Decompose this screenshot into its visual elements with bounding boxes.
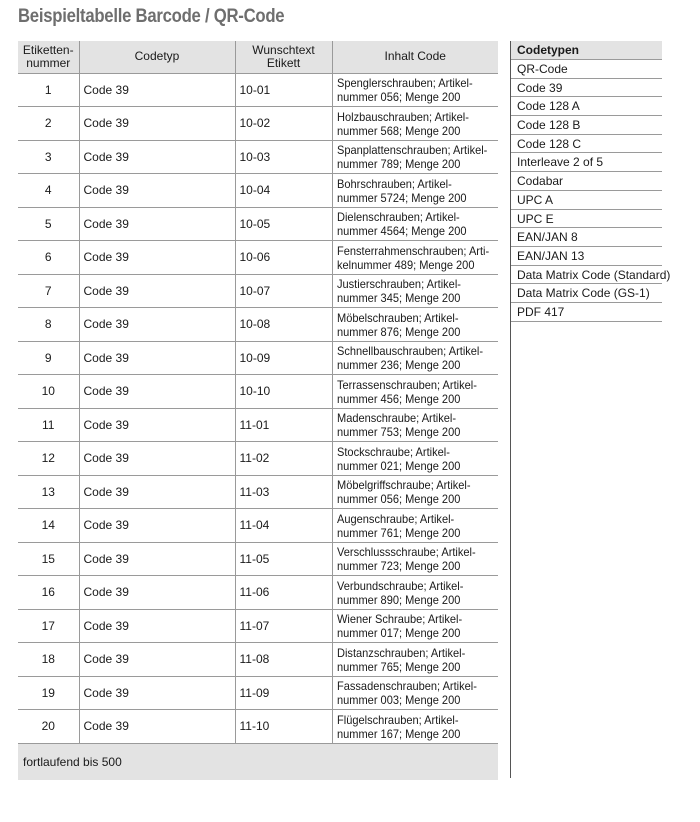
- inhalt-code-line-2: nummer 4564; Menge 200: [336, 224, 467, 239]
- inhalt-code-line-1: Möbelschrauben; Artikel-: [336, 310, 459, 325]
- inhalt-code-line-2: nummer 021; Menge 200: [336, 458, 460, 473]
- codetyp-list-item: Data Matrix Code (Standard): [511, 266, 662, 285]
- inhalt-code-line-1: Schnellbauschrauben; Artikel-: [336, 344, 483, 359]
- codetypen-list: [510, 41, 671, 778]
- inhalt-code-line-1: Madenschraube; Artikel-: [336, 411, 456, 426]
- inhalt-code-line-1: Fassadenschrauben; Artikel-: [336, 679, 477, 694]
- etikettennummer-cell: 15: [18, 542, 79, 576]
- etikettennummer-cell: 9: [18, 341, 79, 375]
- codetyp-cell: Code 39: [79, 274, 235, 308]
- inhalt-code-cell: [332, 341, 498, 375]
- codetyp-cell: Code 39: [79, 509, 235, 543]
- inhalt-code-line-1: Distanzschrauben; Artikel-: [336, 645, 465, 660]
- inhalt-code-line-2: nummer 890; Menge 200: [336, 592, 460, 607]
- wunschtext-cell: 10-07: [235, 274, 332, 308]
- table-row: [18, 73, 498, 107]
- barcode-example-table: [18, 41, 498, 780]
- etikettennummer-cell: 7: [18, 274, 79, 308]
- inhalt-code-line-2: nummer 568; Menge 200: [336, 123, 460, 138]
- etikettennummer-cell: 5: [18, 207, 79, 241]
- inhalt-code-line-1: Fensterrahmenschrauben; Arti-: [336, 243, 489, 258]
- codetyp-cell: Code 39: [79, 643, 235, 677]
- codetyp-list-item: Code 128 C: [511, 135, 662, 154]
- footer-note: fortlaufend bis 500: [18, 743, 498, 780]
- inhalt-code-cell: [332, 609, 498, 643]
- codetyp-cell: Code 39: [79, 207, 235, 241]
- table-row: [18, 710, 498, 744]
- inhalt-code-cell: [332, 375, 498, 409]
- inhalt-code-line-2: nummer 753; Menge 200: [336, 425, 460, 440]
- codetyp-cell: Code 39: [79, 710, 235, 744]
- etikettennummer-cell: 13: [18, 475, 79, 509]
- codetyp-list-item: Codabar: [511, 172, 662, 191]
- codetyp-cell: Code 39: [79, 442, 235, 476]
- inhalt-code-line-2: nummer 765; Menge 200: [336, 659, 460, 674]
- inhalt-code-line-1: Terrassenschrauben; Artikel-: [336, 377, 477, 392]
- wunschtext-cell: 11-01: [235, 408, 332, 442]
- table-row: [18, 241, 498, 275]
- codetyp-list-item: Data Matrix Code (GS-1): [511, 284, 662, 303]
- codetyp-cell: Code 39: [79, 375, 235, 409]
- codetyp-cell: Code 39: [79, 609, 235, 643]
- header-inhalt-code: Inhalt Code: [332, 41, 498, 73]
- codetyp-list-item: QR-Code: [511, 60, 662, 79]
- table-row: [18, 609, 498, 643]
- etikettennummer-cell: 3: [18, 140, 79, 174]
- inhalt-code-cell: [332, 676, 498, 710]
- etikettennummer-cell: 8: [18, 308, 79, 342]
- etikettennummer-cell: 10: [18, 375, 79, 409]
- table-header-row: [18, 41, 498, 73]
- table-row: [18, 107, 498, 141]
- inhalt-code-line-1: Verschlussschraube; Artikel-: [336, 545, 476, 560]
- etikettennummer-cell: 12: [18, 442, 79, 476]
- inhalt-code-line-2: kelnummer 489; Menge 200: [336, 257, 474, 272]
- codetypen-header: Codetypen: [511, 41, 662, 60]
- inhalt-code-cell: [332, 107, 498, 141]
- table-row: [18, 442, 498, 476]
- inhalt-code-line-1: Dielenschrauben; Artikel-: [336, 210, 460, 225]
- codetyp-cell: Code 39: [79, 73, 235, 107]
- table-row: [18, 676, 498, 710]
- inhalt-code-line-1: Bohrschrauben; Artikel-: [336, 176, 452, 191]
- etikettennummer-cell: 4: [18, 174, 79, 208]
- inhalt-code-line-1: Verbundschraube; Artikel-: [336, 578, 463, 593]
- inhalt-code-cell: [332, 710, 498, 744]
- wunschtext-cell: 11-02: [235, 442, 332, 476]
- inhalt-code-line-2: nummer 056; Menge 200: [336, 90, 460, 105]
- inhalt-code-line-2: nummer 017; Menge 200: [336, 626, 460, 641]
- inhalt-code-cell: [332, 442, 498, 476]
- inhalt-code-line-2: nummer 056; Menge 200: [336, 492, 460, 507]
- wunschtext-cell: 10-03: [235, 140, 332, 174]
- wunschtext-cell: 10-08: [235, 308, 332, 342]
- page-title: Beispieltabelle Barcode / QR-Code: [18, 6, 285, 27]
- codetyp-list-item: UPC E: [511, 210, 662, 229]
- wunschtext-cell: 10-05: [235, 207, 332, 241]
- wunschtext-cell: 10-09: [235, 341, 332, 375]
- inhalt-code-cell: [332, 241, 498, 275]
- inhalt-code-cell: [332, 140, 498, 174]
- codetyp-list-item: Interleave 2 of 5: [511, 153, 662, 172]
- table-row: [18, 542, 498, 576]
- inhalt-code-line-2: nummer 876; Menge 200: [336, 324, 460, 339]
- wunschtext-cell: 11-04: [235, 509, 332, 543]
- inhalt-code-line-2: nummer 789; Menge 200: [336, 157, 460, 172]
- table-row: [18, 341, 498, 375]
- header-wunschtext: Wunschtext Etikett: [235, 41, 332, 73]
- wunschtext-cell: 11-03: [235, 475, 332, 509]
- codetyp-cell: Code 39: [79, 408, 235, 442]
- inhalt-code-line-1: Spenglerschrauben; Artikel-: [336, 76, 473, 91]
- codetyp-cell: Code 39: [79, 475, 235, 509]
- codetyp-list-item: UPC A: [511, 191, 662, 210]
- table-footer-row: [18, 743, 498, 780]
- header-etikettennummer: Etiketten- nummer: [18, 41, 79, 73]
- inhalt-code-cell: [332, 274, 498, 308]
- inhalt-code-line-1: Holzbauschrauben; Artikel-: [336, 109, 469, 124]
- wunschtext-cell: 11-08: [235, 643, 332, 677]
- inhalt-code-line-1: Spanplattenschrauben; Artikel-: [336, 143, 487, 158]
- wunschtext-cell: 11-07: [235, 609, 332, 643]
- wunschtext-cell: 10-01: [235, 73, 332, 107]
- inhalt-code-cell: [332, 207, 498, 241]
- inhalt-code-line-2: nummer 723; Menge 200: [336, 559, 460, 574]
- codetyp-cell: Code 39: [79, 174, 235, 208]
- wunschtext-cell: 11-09: [235, 676, 332, 710]
- codetyp-cell: Code 39: [79, 676, 235, 710]
- inhalt-code-line-2: nummer 345; Menge 200: [336, 291, 460, 306]
- header-codetyp: Codetyp: [79, 41, 235, 73]
- etikettennummer-cell: 20: [18, 710, 79, 744]
- inhalt-code-cell: [332, 643, 498, 677]
- inhalt-code-line-1: Stockschraube; Artikel-: [336, 444, 450, 459]
- etikettennummer-cell: 2: [18, 107, 79, 141]
- inhalt-code-cell: [332, 576, 498, 610]
- wunschtext-cell: 10-04: [235, 174, 332, 208]
- etikettennummer-cell: 18: [18, 643, 79, 677]
- inhalt-code-line-2: nummer 456; Menge 200: [336, 391, 460, 406]
- codetyp-list-item: Code 128 B: [511, 116, 662, 135]
- inhalt-code-line-2: nummer 003; Menge 200: [336, 693, 460, 708]
- etikettennummer-cell: 6: [18, 241, 79, 275]
- codetyp-list-item: EAN/JAN 13: [511, 247, 662, 266]
- table-row: [18, 643, 498, 677]
- etikettennummer-cell: 11: [18, 408, 79, 442]
- inhalt-code-line-2: nummer 5724; Menge 200: [336, 190, 467, 205]
- inhalt-code-line-2: nummer 167; Menge 200: [336, 726, 460, 741]
- inhalt-code-cell: [332, 542, 498, 576]
- etikettennummer-cell: 14: [18, 509, 79, 543]
- inhalt-code-cell: [332, 174, 498, 208]
- codetyp-list-item: EAN/JAN 8: [511, 228, 662, 247]
- wunschtext-cell: 10-06: [235, 241, 332, 275]
- codetyp-list-item: Code 39: [511, 79, 662, 98]
- table-row: [18, 174, 498, 208]
- inhalt-code-cell: [332, 509, 498, 543]
- inhalt-code-cell: [332, 408, 498, 442]
- inhalt-code-line-2: nummer 236; Menge 200: [336, 358, 460, 373]
- wunschtext-cell: 11-05: [235, 542, 332, 576]
- table-row: [18, 576, 498, 610]
- inhalt-code-line-1: Wiener Schraube; Artikel-: [336, 612, 462, 627]
- table-row: [18, 274, 498, 308]
- table-row: [18, 475, 498, 509]
- inhalt-code-cell: [332, 73, 498, 107]
- codetyp-cell: Code 39: [79, 341, 235, 375]
- etikettennummer-cell: 1: [18, 73, 79, 107]
- codetyp-cell: Code 39: [79, 140, 235, 174]
- table-row: [18, 140, 498, 174]
- codetyp-list-item: PDF 417: [511, 303, 662, 322]
- inhalt-code-line-1: Möbelgriffschraube; Artikel-: [336, 478, 471, 493]
- inhalt-code-cell: [332, 475, 498, 509]
- table-row: [18, 408, 498, 442]
- inhalt-code-line-1: Augenschraube; Artikel-: [336, 511, 454, 526]
- codetyp-list-item: Code 128 A: [511, 97, 662, 116]
- table-row: [18, 375, 498, 409]
- codetyp-cell: Code 39: [79, 576, 235, 610]
- etikettennummer-cell: 19: [18, 676, 79, 710]
- inhalt-code-line-1: Justierschrauben; Artikel-: [336, 277, 461, 292]
- codetyp-cell: Code 39: [79, 107, 235, 141]
- etikettennummer-cell: 16: [18, 576, 79, 610]
- inhalt-code-line-1: Flügelschrauben; Artikel-: [336, 712, 459, 727]
- wunschtext-cell: 11-06: [235, 576, 332, 610]
- table-row: [18, 509, 498, 543]
- table-row: [18, 308, 498, 342]
- wunschtext-cell: 10-02: [235, 107, 332, 141]
- inhalt-code-line-2: nummer 761; Menge 200: [336, 525, 460, 540]
- table-row: [18, 207, 498, 241]
- codetyp-cell: Code 39: [79, 542, 235, 576]
- inhalt-code-cell: [332, 308, 498, 342]
- etikettennummer-cell: 17: [18, 609, 79, 643]
- wunschtext-cell: 10-10: [235, 375, 332, 409]
- wunschtext-cell: 11-10: [235, 710, 332, 744]
- codetyp-cell: Code 39: [79, 308, 235, 342]
- codetyp-cell: Code 39: [79, 241, 235, 275]
